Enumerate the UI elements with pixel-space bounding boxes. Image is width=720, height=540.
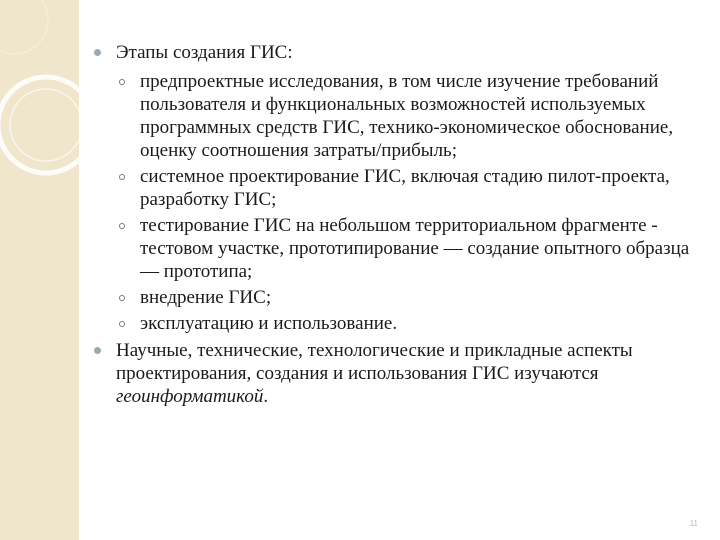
bullet-text-end: . [263, 386, 269, 407]
bullet-text [116, 340, 633, 407]
sub-bullet-text: эксплуатацию и использование. [140, 313, 398, 334]
sub-bullet-item [94, 214, 694, 283]
sub-bullet-item [94, 70, 694, 162]
sub-bullet-text: тестирование ГИС на небольшом территориальном фрагменте - тестовом участке, прототипирование — создание опытного образца — прототипа; [140, 215, 690, 282]
sub-bullet-ring-icon [119, 223, 125, 229]
sub-bullet-item [94, 165, 694, 211]
decorative-rings [0, 0, 79, 540]
slide-content [94, 41, 694, 408]
sub-bullet-item [94, 286, 694, 309]
emphasized-term: геоинформатикой [116, 386, 264, 407]
sub-bullet-ring-icon [119, 321, 125, 327]
bullet-item [94, 339, 694, 408]
sub-bullet-item [94, 312, 694, 335]
sub-bullet-text: внедрение ГИС; [140, 287, 272, 308]
sub-bullet-ring-icon [119, 295, 125, 301]
bullet-text-start: Научные, технические, технологические и прикладные аспекты проектирования, создания и использования ГИС изучаются [116, 340, 633, 384]
bullet-text: Этапы создания ГИС: [116, 42, 293, 63]
sub-bullet-ring-icon [119, 79, 125, 85]
sub-bullet-text: предпроектные исследования, в том числе изучение требований пользователя и функциональных возможностей используемых программных средств ГИС, технико-экономическое обоснование, оценку соотношения затраты/прибыль; [140, 71, 674, 161]
bullet-item [94, 41, 694, 64]
page-number: 11 [689, 519, 698, 528]
bullet-dot-icon [94, 347, 101, 354]
decorative-ring-graphic [0, 0, 79, 540]
sub-bullet-ring-icon [119, 174, 125, 180]
bullet-dot-icon [94, 49, 101, 56]
sub-bullet-text: системное проектирование ГИС, включая стадию пилот-проекта, разработку ГИС; [140, 166, 670, 210]
